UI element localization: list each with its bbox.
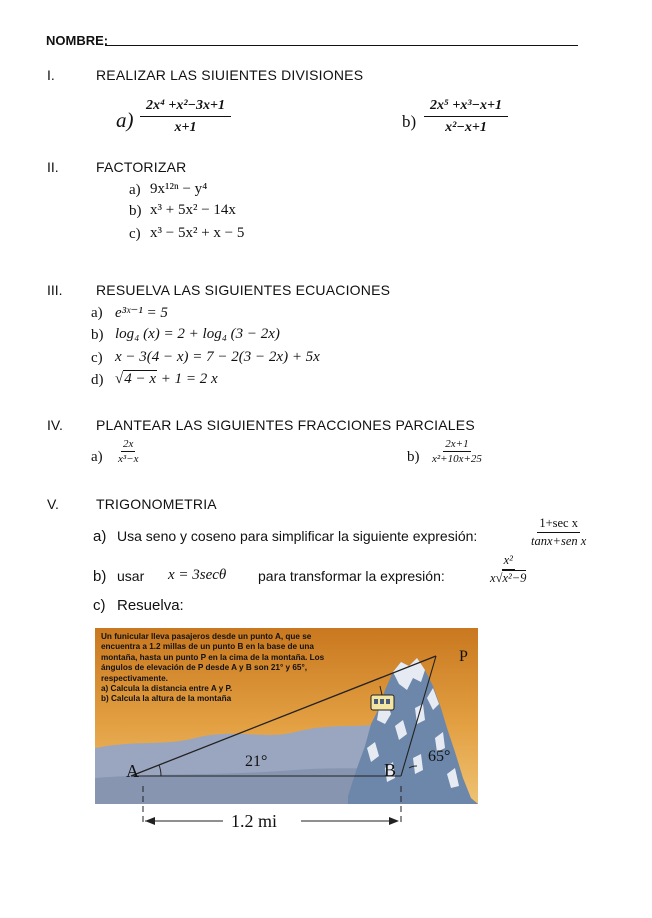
s3-b-expr: log₄ (x) = 2 + log₄ (3 − 2x)	[115, 326, 280, 342]
s3-d-label: d)	[91, 372, 104, 388]
s2-a-label: a)	[129, 182, 141, 198]
section-5-numeral: V.	[47, 496, 59, 512]
s3-a-label: a)	[91, 305, 103, 321]
s4-b-numerator: 2x+1	[445, 438, 469, 450]
section-3-title: RESUELVA LAS SIGUIENTES ECUACIONES	[96, 282, 391, 298]
s1-a-denominator: x+1	[174, 120, 197, 135]
s5-a-numerator: 1+sec x	[537, 516, 580, 533]
s1-a-numerator: 2x⁴ +x²−3x+1	[140, 98, 231, 117]
s3-c-label: c)	[91, 350, 103, 366]
s3-c-expr: x − 3(4 − x) = 7 − 2(3 − 2x) + 5x	[115, 349, 320, 365]
nombre-label: NOMBRE:	[46, 33, 109, 48]
s5-b-label: b)	[93, 568, 107, 585]
s2-b-expr: x³ + 5x² − 14x	[150, 202, 236, 218]
s3-d-radicand: 4 − x	[124, 371, 157, 387]
section-2-numeral: II.	[47, 159, 59, 175]
lower-white-area	[95, 804, 478, 844]
label-angle-21: 21°	[245, 753, 268, 770]
section-4-title: PLANTEAR LAS SIGUIENTES FRACCIONES PARCIALES	[96, 417, 475, 433]
section-4-numeral: IV.	[47, 417, 63, 433]
s5-b-numerator: x²	[502, 553, 515, 570]
s2-c-label: c)	[129, 226, 141, 242]
s5-b-fraction: $\frac{\text{x²}}{\text{x√x²−9}}$	[490, 553, 527, 585]
label-angle-65: 65°	[428, 748, 451, 765]
s4-a-numerator: 2x	[123, 438, 134, 450]
s1-b-label: b)	[402, 112, 417, 131]
label-p: P	[459, 648, 468, 665]
s4-a-denominator: x³−x	[118, 453, 139, 465]
s4-b-fraction	[430, 438, 484, 465]
s3-d-rest: + 1 = 2 x	[157, 371, 218, 387]
s5-c-text: Resuelva:	[117, 597, 184, 614]
s2-b-label: b)	[129, 203, 142, 219]
s5-a-denominator: tanx+sen x	[531, 534, 587, 548]
question-a: a) Calcula la distancia entre A y P.	[101, 684, 233, 694]
s3-d-expr: √4 − x + 1 = 2 x	[115, 371, 218, 387]
section-5-title: TRIGONOMETRIA	[96, 496, 217, 512]
s5-c-label: c)	[93, 597, 106, 614]
problem-text: Un funicular lleva pasajeros desde un punto A, que se encuentra a 1.2 millas de un punto B en la base de una montaña, hasta un punto P en la cima de la montaña. Los ángulos de elevación de P desde A y B son 21° y 65°, respectivamente.	[101, 632, 325, 683]
s5-b-den-pre: x	[490, 571, 496, 585]
s5-b-den-radicand: x²−9	[502, 571, 527, 585]
nombre-line[interactable]	[105, 45, 578, 46]
s5-a-label: a)	[93, 528, 107, 545]
s1-b-numerator: 2x⁵ +x³−x+1	[424, 98, 508, 117]
funicular-figure	[95, 628, 478, 844]
s1-a-fraction	[140, 98, 231, 136]
section-3-numeral: III.	[47, 282, 63, 298]
section-1-numeral: I.	[47, 67, 55, 83]
s4-b-label: b)	[407, 449, 420, 465]
s4-b-denominator: x²+10x+25	[432, 453, 482, 465]
label-distance: 1.2 mi	[231, 811, 278, 831]
s5-a-text: Usa seno y coseno para simplificar la siguiente expresión:	[117, 528, 478, 544]
s3-a-expr: e³ˣ⁻¹ = 5	[115, 305, 168, 321]
s1-b-denominator: x²−x+1	[445, 120, 487, 135]
s4-a-label: a)	[91, 449, 103, 465]
s1-b-fraction	[424, 98, 508, 136]
question-b: b) Calcula la altura de la montaña	[101, 694, 232, 704]
s4-a-fraction	[116, 438, 141, 465]
s5-b-text1: usar	[117, 568, 145, 584]
label-b: B	[384, 760, 397, 780]
s5-a-fraction	[529, 516, 588, 549]
s5-b-text2: para transformar la expresión:	[258, 568, 445, 584]
label-a: A	[126, 761, 139, 781]
s1-a-label: a)	[116, 108, 134, 132]
problem-statement	[101, 632, 333, 705]
s2-c-expr: x³ − 5x² + x − 5	[150, 225, 245, 241]
s5-b-substitution: x = 3secθ	[168, 567, 227, 583]
s2-a-expr: 9x¹²ⁿ − y⁴	[150, 181, 208, 197]
s3-b-label: b)	[91, 327, 104, 343]
section-1-title: REALIZAR LAS SIUIENTES DIVISIONES	[96, 67, 364, 83]
section-2-title: FACTORIZAR	[96, 159, 187, 175]
